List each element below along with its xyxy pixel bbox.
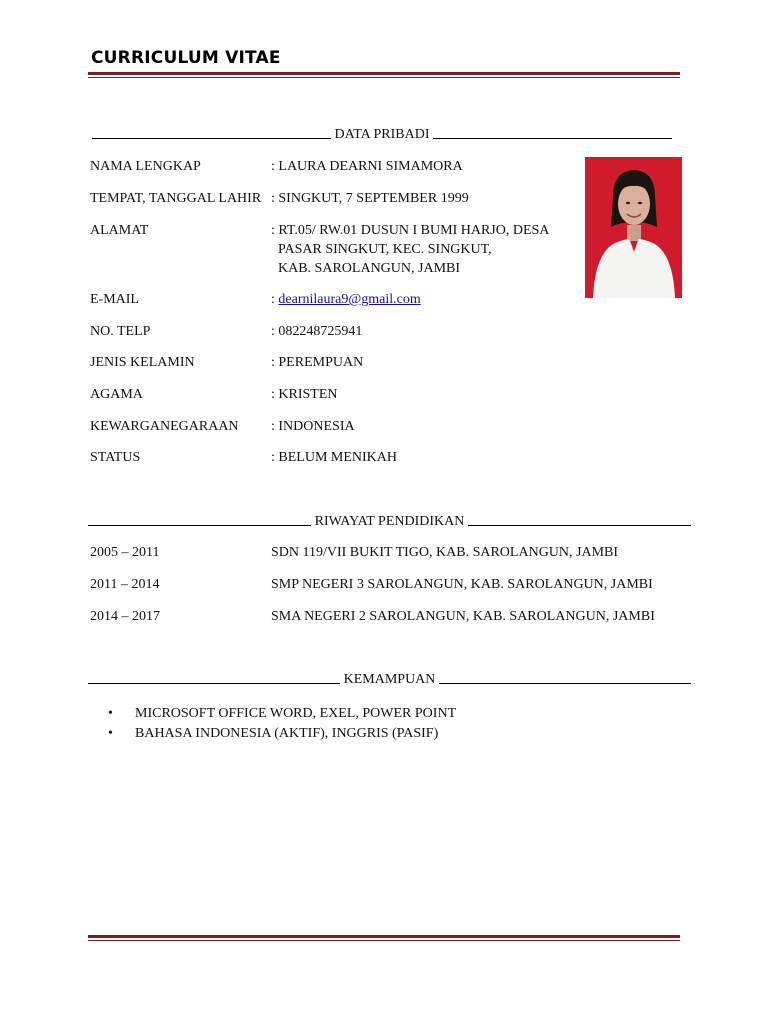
education-school: SMP NEGERI 3 SAROLANGUN, KAB. SAROLANGUN, JAMBI [271,577,653,592]
label-address: ALAMAT [90,223,149,238]
education-school: SMA NEGERI 2 SAROLANGUN, KAB. SAROLANGUN, JAMBI [271,609,655,624]
skill-text: MICROSOFT OFFICE WORD, EXEL, POWER POINT [135,706,457,721]
section-rule-left [88,683,340,684]
header-rule [88,72,680,78]
label-gender: JENIS KELAMIN [90,355,195,370]
label-email: E-MAIL [90,292,139,307]
section-rule-left [92,138,331,139]
row-religion [90,385,338,404]
skills-list [108,704,456,744]
address-line-2: PASAR SINGKUT, KEC. SINGKUT, [278,242,492,257]
education-row [90,607,655,626]
education-school: SDN 119/VII BUKIT TIGO, KAB. SAROLANGUN, JAMBI [271,545,619,560]
value-name: : LAURA DEARNI SIMAMORA [271,159,463,174]
value-address [271,221,549,278]
value-citizenship: : INDONESIA [271,419,355,434]
education-row [90,543,618,562]
row-phone [90,322,362,341]
address-line-1: : RT.05/ RW.01 DUSUN I BUMI HARJO, DESA [271,223,550,238]
value-gender: : PEREMPUAN [271,355,364,370]
section-title-skills: KEMAMPUAN [343,672,436,687]
address-line-3: KAB. SAROLANGUN, JAMBI [278,261,461,276]
list-item [108,724,456,744]
section-rule-right [468,525,691,526]
row-birth [90,189,469,208]
row-status [90,448,397,467]
education-row [90,575,653,594]
education-years: 2011 – 2014 [90,577,160,592]
bullet-icon: • [108,726,113,741]
label-birth: TEMPAT, TANGGAL LAHIR [90,191,262,206]
section-rule-right [433,138,672,139]
section-title-education: RIWAYAT PENDIDIKAN [314,514,465,529]
value-religion: : KRISTEN [271,387,338,402]
profile-photo [585,157,682,298]
section-rule-left [88,525,311,526]
section-title-personal: DATA PRIBADI [334,127,430,142]
label-religion: AGAMA [90,387,143,402]
section-header-skills [88,671,691,689]
value-birth: : SINGKUT, 7 SEPTEMBER 1999 [271,191,469,206]
label-status: STATUS [90,450,141,465]
skill-text: BAHASA INDONESIA (AKTIF), INGGRIS (PASIF) [135,726,439,741]
value-email [271,290,421,309]
section-header-education [88,513,691,531]
row-email [90,290,421,309]
education-years: 2014 – 2017 [90,609,160,624]
row-address [90,221,549,278]
email-prefix: : [271,292,279,307]
value-phone: : 082248725941 [271,324,363,339]
row-name [90,157,463,176]
document-title: CURRICULUM VITAE [91,48,281,68]
label-name: NAMA LENGKAP [90,159,201,174]
label-citizenship: KEWARGANEGARAAN [90,419,239,434]
portrait-illustration [585,157,682,298]
bullet-icon: • [108,706,113,721]
list-item [108,704,456,724]
row-gender [90,353,363,372]
section-header-personal [92,126,672,144]
row-citizenship [90,417,355,436]
footer-rule [88,935,680,941]
email-link[interactable]: dearnilaura9@gmail.com [278,292,421,307]
section-rule-right [439,683,691,684]
label-phone: NO. TELP [90,324,151,339]
value-status: : BELUM MENIKAH [271,450,397,465]
education-years: 2005 – 2011 [90,545,160,560]
